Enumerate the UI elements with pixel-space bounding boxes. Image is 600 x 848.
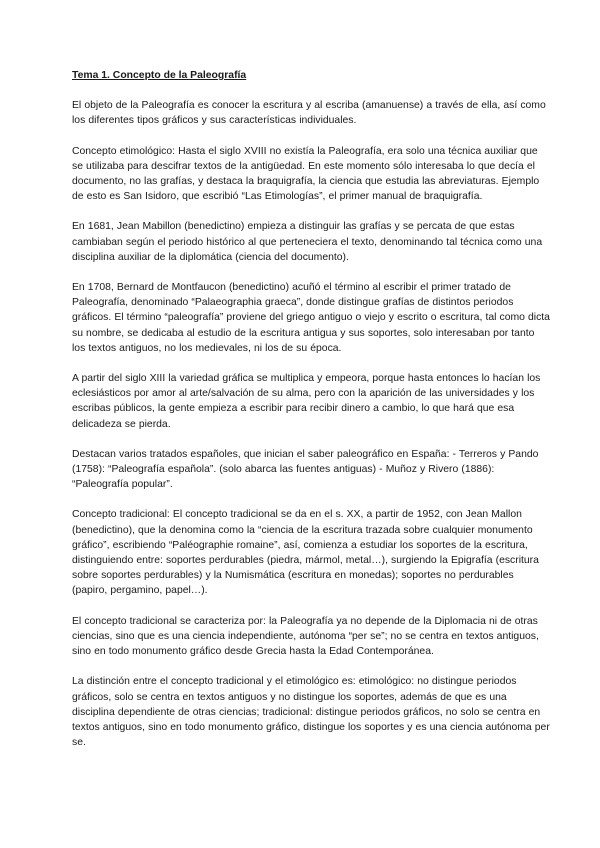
paragraph-mabillon: En 1681, Jean Mabillon (benedictino) empieza a distinguir las grafías y se percata de que estas cambiaban según el periodo histórico al que perteneciera el texto, denominando tal técnica como una disciplina auxiliar de la diplomática (ciencia del documento).	[72, 221, 543, 263]
document-title: Tema 1. Concepto de la Paleografía	[72, 70, 247, 81]
paragraph-concepto-etimologico: Concepto etimológico: Hasta el siglo XVIII no existía la Paleografía, era solo una técnica auxiliar que se utilizaba para descifrar textos de la antigüedad. En este momento sólo interesaba lo que decía el documento, no las grafías, y destaca la braquigrafía, la ciencia que estudia las abreviaturas. Ejemplo de esto es San Isidoro, que escribió “Las Etimologías”, el primer manual de braquigrafía.	[72, 145, 540, 203]
paragraph-tratados-espanoles: Destacan varios tratados españoles, que inician el saber paleográfico en España: - Terreros y Pando (1758): “Paleografía española”. (solo abarca las fuentes antiguas) - Muñoz y Rivero (1886): “Paleografía popular”.	[72, 448, 539, 491]
paragraph-concepto-tradicional: Concepto tradicional: El concepto tradicional se da en el s. XX, a partir de 1952, con Jean Mallon (benedictino), que la denomina como la “ciencia de la escritura trazada sobre cualquier monumento gráfico”, escribiendo “Paléographie romaine”, así, comienza a estudiar los soportes de la escritura, distinguiendo entre: soportes perdurables (piedra, mármol, metal…), surgiendo la Epigrafía (escritura sobre soportes perdurables) y la Numismática (escritura en monedas); soportes no perdurables (papiro, pergamino, papel…).	[72, 509, 539, 597]
paragraph-objeto: El objeto de la Paleografía es conocer la escritura y al escriba (amanuense) a través de ella, así como los diferentes tipos gráficos y sus características individuales.	[72, 100, 546, 127]
paragraph-montfaucon: En 1708, Bernard de Montfaucon (benedictino) acuñó el término al escribir el primer tratado de Paleografía, denominado “Palaeographia graeca”, donde distingue grafías de distintos periodos gráficos. El término “paleografía” proviene del griego antiguo o viejo y escrito o escritura, tal como dicta su nombre, se dedicaba al estudio de la escritura antigua y sus soportes, solo interesaban por tanto los textos antiguos, no los medievales, ni los de su época.	[72, 282, 550, 354]
paragraph-siglo-xiii: A partir del siglo XIII la variedad gráfica se multiplica y empeora, porque hasta entonces lo hacían los eclesiásticos por amor al arte/salvación de su alma, pero con la aparición de las universidades y los escribas públicos, la gente empieza a escribir para recibir dinero a cambio, lo que hará que esa delicadeza se pierda.	[72, 373, 541, 430]
paragraph-caracteristicas-tradicional: El concepto tradicional se caracteriza por: la Paleografía ya no depende de la Diplomacia ni de otras ciencias, sino que es una ciencia independiente, autónoma “per se”; no se centra en textos antiguos, sino en todo monumento gráfico desde Grecia hasta la Edad Contemporánea.	[72, 615, 539, 658]
paragraph-distincion: La distinción entre el concepto tradicional y el etimológico es: etimológico: no distingue periodos gráficos, solo se centra en textos antiguos y no distingue los soportes, además de que es una disciplina dependiente de otras ciencias; tradicional: distingue periodos gráficos, no solo se centra en textos antiguos, sino en todo monumento gráfico, distingue los soportes y es una ciencia autónoma per se.	[72, 676, 550, 749]
document-page	[72, 68, 550, 765]
